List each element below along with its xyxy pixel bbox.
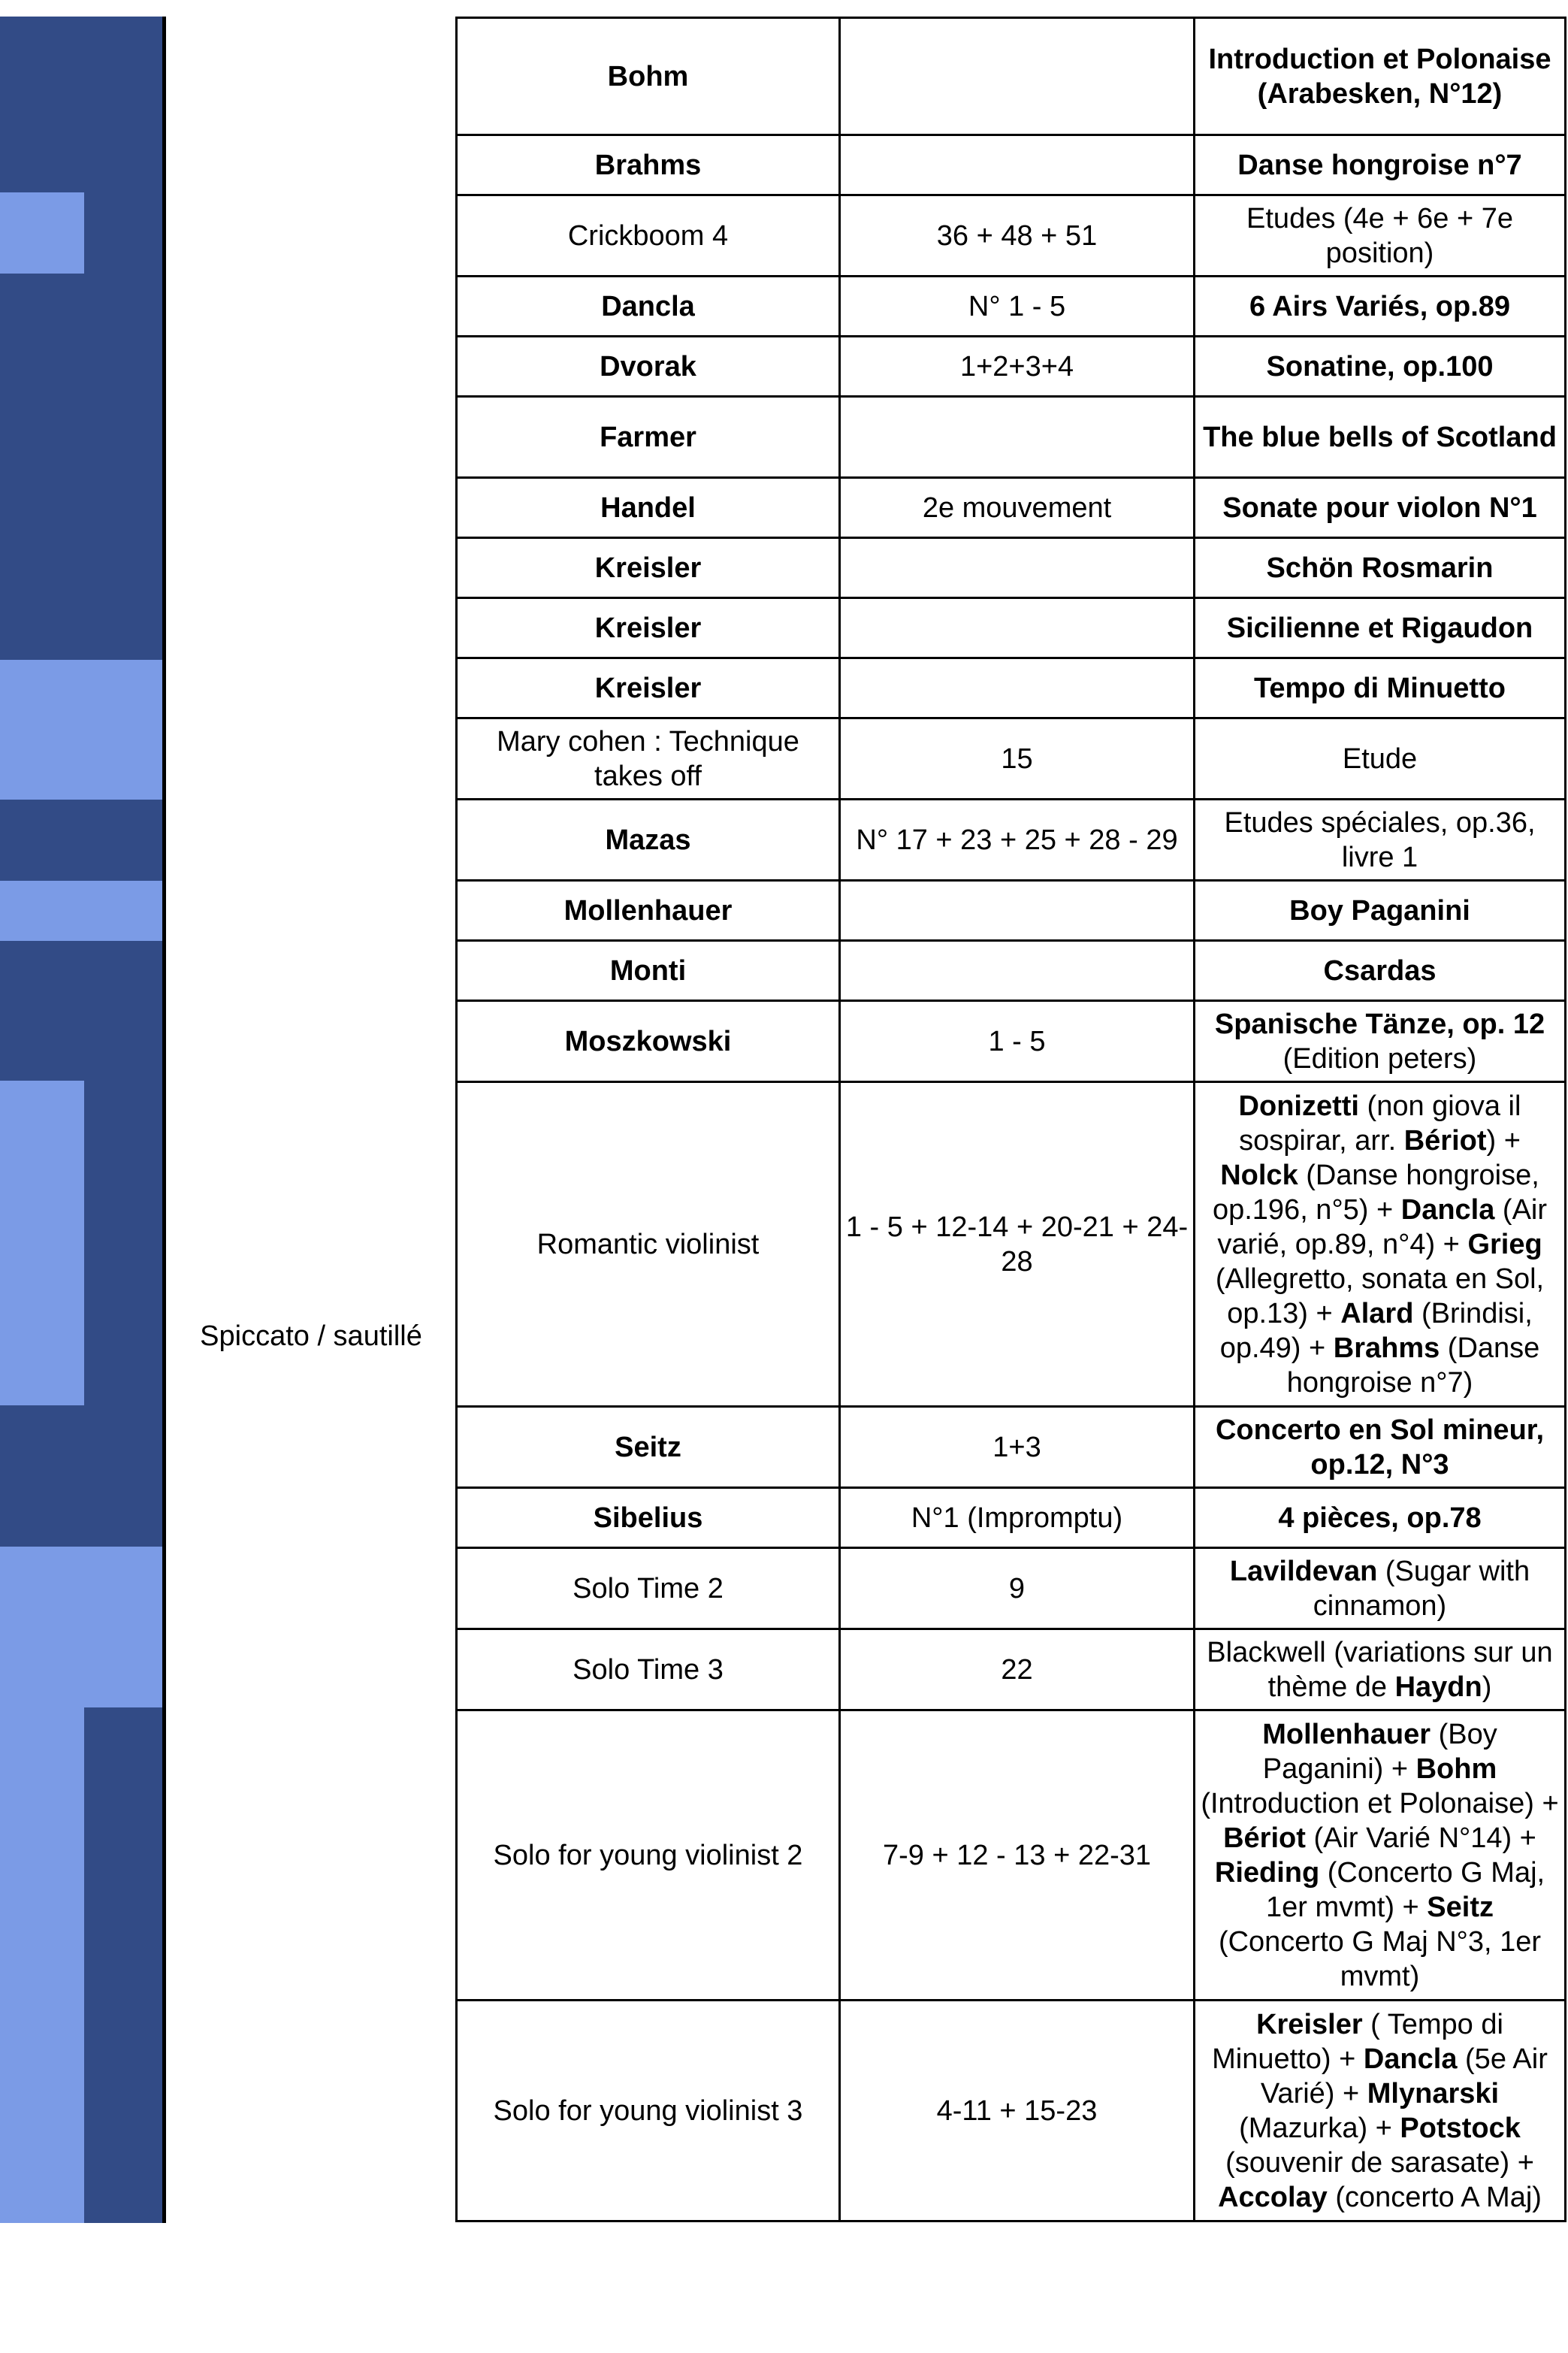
cell-text: ) + <box>1486 1124 1521 1157</box>
numbers-cell <box>840 598 1195 658</box>
composer-cell <box>457 718 840 800</box>
sidebar-segment <box>0 1707 84 2223</box>
cell-text: Etudes spéciales, op.36, livre 1 <box>1224 806 1536 873</box>
sidebar-segment <box>0 17 162 192</box>
cell-text: Tempo di Minuetto <box>1254 672 1506 704</box>
cell-text: Monti <box>609 954 687 987</box>
cell-text: Sicilienne et Rigaudon <box>1226 612 1533 644</box>
sidebar-segment <box>84 192 162 274</box>
cell-text: Concerto en Sol mineur, op.12, N°3 <box>1215 1414 1545 1480</box>
work-cell <box>1195 1082 1566 1407</box>
cell-text: Seitz <box>1427 1891 1494 1923</box>
cell-text: Romantic violinist <box>536 1228 760 1260</box>
composer-cell <box>457 1710 840 2001</box>
cell-text: Sonate pour violon N°1 <box>1222 491 1537 524</box>
numbers-cell <box>840 1629 1195 1710</box>
cell-text: Csardas <box>1323 954 1437 987</box>
table-row <box>457 1001 1566 1082</box>
cell-text: Sibelius <box>593 1502 703 1534</box>
cell-text: 9 <box>1008 1572 1026 1604</box>
table-row <box>457 1548 1566 1629</box>
work-cell <box>1195 1548 1566 1629</box>
table-row <box>457 337 1566 397</box>
cell-text: Mary cohen : Technique takes off <box>497 725 799 792</box>
cell-text: Kreisler <box>594 552 702 584</box>
cell-text: Solo Time 3 <box>573 1653 724 1686</box>
numbers-cell <box>840 1488 1195 1548</box>
numbers-cell <box>840 538 1195 598</box>
numbers-cell <box>840 1001 1195 1082</box>
cell-text: Potstock <box>1400 2112 1521 2144</box>
cell-text: Sonatine, op.100 <box>1266 350 1494 383</box>
work-cell <box>1195 195 1566 277</box>
cell-text: (non giova il sospirar, arr. <box>1239 1090 1521 1157</box>
cell-text: 1 - 5 + 12-14 + 20-21 + 24-28 <box>845 1211 1189 1278</box>
table-row <box>457 881 1566 941</box>
sidebar-segment <box>0 274 162 660</box>
cell-text: (Danse hongroise n°7) <box>1286 1332 1540 1399</box>
cell-text: 1 - 5 <box>988 1025 1046 1057</box>
cell-text: Solo Time 2 <box>573 1572 724 1604</box>
cell-text: Mlynarski <box>1367 2077 1500 2110</box>
table-row <box>457 941 1566 1001</box>
cell-text: ) <box>1482 1671 1492 1703</box>
composer-cell <box>457 1629 840 1710</box>
cell-text: Mazas <box>605 824 691 856</box>
cell-text: Kreisler <box>594 672 702 704</box>
cell-text: Mollenhauer <box>563 894 733 927</box>
cell-text: 1+2+3+4 <box>959 350 1074 383</box>
sidebar-level-bar <box>0 17 162 2223</box>
sidebar-segment <box>0 1405 162 1547</box>
cell-text: Spanische Tänze, op. 12 <box>1214 1008 1545 1040</box>
composer-cell <box>457 658 840 718</box>
composer-cell <box>457 1548 840 1629</box>
cell-text: Donizetti <box>1238 1090 1359 1122</box>
sidebar-segment <box>0 881 162 941</box>
work-cell <box>1195 881 1566 941</box>
cell-text: Bohm <box>607 60 689 92</box>
numbers-cell <box>840 800 1195 881</box>
work-cell <box>1195 538 1566 598</box>
composer-cell <box>457 135 840 195</box>
composer-cell <box>457 478 840 538</box>
cell-text: (Concerto G Maj, 1er mvmt) + <box>1265 1856 1545 1923</box>
work-cell <box>1195 397 1566 478</box>
cell-text: Brahms <box>1333 1332 1440 1364</box>
cell-text: Kreisler <box>594 612 702 644</box>
cell-text: Dancla <box>1400 1193 1495 1226</box>
cell-text: (Danse hongroise, op.196, n°5) + <box>1212 1159 1539 1226</box>
work-cell <box>1195 718 1566 800</box>
work-cell <box>1195 941 1566 1001</box>
sidebar-segment <box>84 1081 162 1405</box>
cell-text: N°1 (Impromptu) <box>911 1502 1123 1534</box>
work-cell <box>1195 1001 1566 1082</box>
work-cell <box>1195 478 1566 538</box>
composer-cell <box>457 18 840 135</box>
cell-text: (Air Varié N°14) + <box>1305 1822 1536 1854</box>
cell-text: 2e mouvement <box>922 491 1112 524</box>
work-cell <box>1195 18 1566 135</box>
sidebar-segment <box>84 1707 162 2223</box>
cell-text: (Concerto G Maj N°3, 1er mvmt) <box>1218 1925 1542 1992</box>
table-row <box>457 1629 1566 1710</box>
composer-cell <box>457 881 840 941</box>
numbers-cell <box>840 1710 1195 2001</box>
composer-cell <box>457 1488 840 1548</box>
cell-text: 15 <box>1001 742 1033 775</box>
cell-text: Dancla <box>601 290 695 322</box>
cell-text: Schön Rosmarin <box>1266 552 1494 584</box>
cell-text: Kreisler <box>1256 2008 1363 2040</box>
composer-cell <box>457 2001 840 2221</box>
cell-text: Bohm <box>1415 1753 1497 1785</box>
cell-text: Farmer <box>600 421 696 453</box>
sidebar-segment <box>0 660 162 800</box>
numbers-cell <box>840 195 1195 277</box>
cell-text: (souvenir de sarasate) + <box>1225 2146 1534 2179</box>
numbers-cell <box>840 397 1195 478</box>
table-row <box>457 1082 1566 1407</box>
cell-text: (Sugar with cinnamon) <box>1313 1555 1530 1622</box>
table-row <box>457 18 1566 135</box>
cell-text: 4-11 + 15-23 <box>936 2094 1098 2127</box>
composer-cell <box>457 277 840 337</box>
work-cell <box>1195 800 1566 881</box>
cell-text: (Edition peters) <box>1282 1042 1477 1075</box>
cell-text: Dancla <box>1363 2043 1458 2075</box>
cell-text: Handel <box>600 491 696 524</box>
numbers-cell <box>840 478 1195 538</box>
sidebar-divider <box>162 17 166 2223</box>
cell-text: Bériot <box>1403 1124 1487 1157</box>
cell-text: Etudes (4e + 6e + 7e position) <box>1246 202 1513 269</box>
cell-text: (Allegretto, sonata en Sol, op.13) + <box>1215 1263 1545 1329</box>
cell-text: Dvorak <box>600 350 696 383</box>
sidebar-segment <box>0 1547 162 1707</box>
numbers-cell <box>840 337 1195 397</box>
cell-text: Blackwell (variations sur un thème de <box>1207 1636 1553 1703</box>
composer-cell <box>457 1001 840 1082</box>
cell-text: (concerto A Maj) <box>1327 2181 1542 2213</box>
cell-text: Alard <box>1340 1297 1414 1329</box>
table-row <box>457 135 1566 195</box>
table-row <box>457 658 1566 718</box>
cell-text: Moszkowski <box>564 1025 732 1057</box>
numbers-cell <box>840 718 1195 800</box>
cell-text: 22 <box>1001 1653 1033 1686</box>
numbers-cell <box>840 941 1195 1001</box>
cell-text: Grieg <box>1467 1228 1542 1260</box>
composer-cell <box>457 538 840 598</box>
work-cell <box>1195 1629 1566 1710</box>
cell-text: 1+3 <box>992 1431 1041 1463</box>
composer-cell <box>457 397 840 478</box>
table-row <box>457 1710 1566 2001</box>
cell-text: Brahms <box>594 149 702 181</box>
table-row <box>457 598 1566 658</box>
cell-text: (Brindisi, op.49) + <box>1219 1297 1533 1364</box>
composer-cell <box>457 800 840 881</box>
sidebar-segment <box>0 941 162 1081</box>
numbers-cell <box>840 658 1195 718</box>
cell-text: Rieding <box>1214 1856 1320 1889</box>
cell-text: 7-9 + 12 - 13 + 22-31 <box>882 1839 1152 1871</box>
work-cell <box>1195 135 1566 195</box>
cell-text: The blue bells of Scotland <box>1203 421 1557 453</box>
table-row <box>457 397 1566 478</box>
work-cell <box>1195 277 1566 337</box>
work-cell <box>1195 337 1566 397</box>
cell-text: (Boy Paganini) + <box>1262 1718 1497 1785</box>
numbers-cell <box>840 135 1195 195</box>
table-row <box>457 277 1566 337</box>
table-row <box>457 1407 1566 1488</box>
table-row <box>457 800 1566 881</box>
cell-text: Introduction et Polonaise (Arabesken, N°12) <box>1208 43 1551 110</box>
numbers-cell <box>840 1407 1195 1488</box>
cell-text: Haydn <box>1394 1671 1482 1703</box>
numbers-cell <box>840 1548 1195 1629</box>
composer-cell <box>457 337 840 397</box>
numbers-cell <box>840 2001 1195 2221</box>
composer-cell <box>457 598 840 658</box>
table-row <box>457 718 1566 800</box>
cell-text: ( Tempo di Minuetto) + <box>1212 2008 1503 2075</box>
cell-text: Boy Paganini <box>1289 894 1470 927</box>
composer-cell <box>457 941 840 1001</box>
cell-text: Etude <box>1342 742 1418 775</box>
cell-text: Solo for young violinist 2 <box>493 1839 803 1871</box>
composer-cell <box>457 1407 840 1488</box>
cell-text: Accolay <box>1218 2181 1328 2213</box>
cell-text: (Air varié, op.89, n°4) + <box>1217 1193 1548 1260</box>
numbers-cell <box>840 881 1195 941</box>
cell-text: Crickboom 4 <box>567 219 729 252</box>
table-row <box>457 538 1566 598</box>
cell-text: 36 + 48 + 51 <box>936 219 1098 252</box>
work-cell <box>1195 658 1566 718</box>
work-cell <box>1195 598 1566 658</box>
cell-text: Lavildevan <box>1229 1555 1378 1587</box>
cell-text: Solo for young violinist 3 <box>493 2094 803 2127</box>
cell-text: (Mazurka) + <box>1239 2112 1400 2144</box>
repertoire-table <box>455 17 1566 2222</box>
sidebar-segment <box>0 192 84 274</box>
numbers-cell <box>840 18 1195 135</box>
section-label: Spiccato / sautillé <box>200 1320 422 1352</box>
work-cell <box>1195 1407 1566 1488</box>
table-row <box>457 195 1566 277</box>
cell-text: Mollenhauer <box>1262 1718 1431 1750</box>
sidebar-segment <box>0 1081 84 1405</box>
cell-text: N° 1 - 5 <box>968 290 1066 322</box>
cell-text: 6 Airs Variés, op.89 <box>1249 290 1511 322</box>
cell-text: Seitz <box>615 1431 681 1463</box>
cell-text: Bériot <box>1223 1822 1306 1854</box>
table-row <box>457 478 1566 538</box>
work-cell <box>1195 1710 1566 2001</box>
numbers-cell <box>840 277 1195 337</box>
composer-cell <box>457 1082 840 1407</box>
table-row <box>457 1488 1566 1548</box>
table-row <box>457 2001 1566 2221</box>
cell-text: Nolck <box>1220 1159 1298 1191</box>
work-cell <box>1195 2001 1566 2221</box>
cell-text: (Introduction et Polonaise) + <box>1201 1787 1559 1819</box>
cell-text: N° 17 + 23 + 25 + 28 - 29 <box>856 824 1178 856</box>
cell-text: 4 pièces, op.78 <box>1278 1502 1482 1534</box>
composer-cell <box>457 195 840 277</box>
work-cell <box>1195 1488 1566 1548</box>
cell-text: (5e Air Varié) + <box>1260 2043 1548 2110</box>
numbers-cell <box>840 1082 1195 1407</box>
sidebar-segment <box>0 800 162 881</box>
cell-text: Danse hongroise n°7 <box>1237 149 1522 181</box>
